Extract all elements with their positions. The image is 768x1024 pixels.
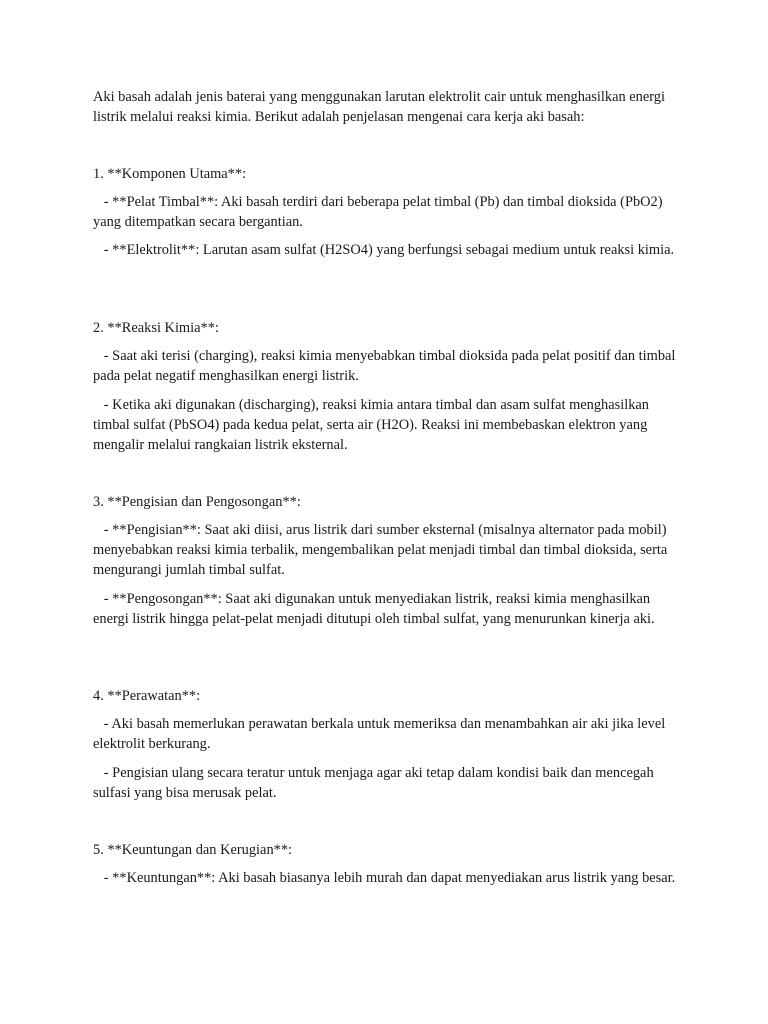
section-heading-keuntungan: 5. **Keuntungan dan Kerugian**: (93, 842, 293, 858)
section-heading-pengisian: 3. **Pengisian dan Pengosongan**: (93, 494, 301, 510)
section-heading-reaksi: 2. **Reaksi Kimia**: (93, 320, 219, 336)
list-item-pengisian-ulang: - Pengisian ulang secara teratur untuk menjaga agar aki tetap dalam kondisi baik dan mencegah sulfasi yang bisa merusak pelat. (93, 765, 658, 801)
list-item-pengosongan: - **Pengosongan**: Saat aki digunakan untuk menyediakan listrik, reaksi kimia menghasilkan energi listrik hingga pelat-pelat menjadi ditutupi oleh timbal sulfat, yang menurunkan kinerja aki. (93, 591, 655, 627)
list-item-charging: - Saat aki terisi (charging), reaksi kimia menyebabkan timbal dioksida pada pelat positif dan timbal pada pelat negatif menghasilkan energi listrik. (93, 348, 680, 384)
section-heading-perawatan: 4. **Perawatan**: (93, 688, 201, 704)
list-item-elektrolit: - **Elektrolit**: Larutan asam sulfat (H2SO4) yang berfungsi sebagai medium untuk reaksi kimia. (93, 242, 675, 258)
section-heading-komponen: 1. **Komponen Utama**: (93, 166, 247, 182)
list-item-perawatan-berkala: - Aki basah memerlukan perawatan berkala untuk memeriksa dan menambahkan air aki jika level elektrolit berkurang. (93, 716, 669, 752)
list-item-discharging: - Ketika aki digunakan (discharging), reaksi kimia antara timbal dan asam sulfat menghasilkan timbal sulfat (PbSO4) pada kedua pelat, serta air (H2O). Reaksi ini membebaskan elektron yang mengalir melalui rangkaian listrik eksternal. (93, 397, 653, 453)
list-item-keuntungan: - **Keuntungan**: Aki basah biasanya lebih murah dan dapat menyediakan arus listrik yang besar. (93, 870, 676, 886)
list-item-pengisian: - **Pengisian**: Saat aki diisi, arus listrik dari sumber eksternal (misalnya alternator pada mobil) menyebabkan reaksi kimia terbalik, mengembalikan pelat menjadi timbal dan timbal dioksida, serta mengurangi jumlah timbal sulfat. (93, 522, 671, 578)
intro-paragraph: Aki basah adalah jenis baterai yang menggunakan larutan elektrolit cair untuk menghasilkan energi listrik melalui reaksi kimia. Berikut adalah penjelasan mengenai cara kerja aki basah: (93, 89, 669, 125)
list-item-pelat-timbal: - **Pelat Timbal**: Aki basah terdiri dari beberapa pelat timbal (Pb) dan timbal dioksida (PbO2) yang ditempatkan secara bergantian. (93, 194, 667, 230)
